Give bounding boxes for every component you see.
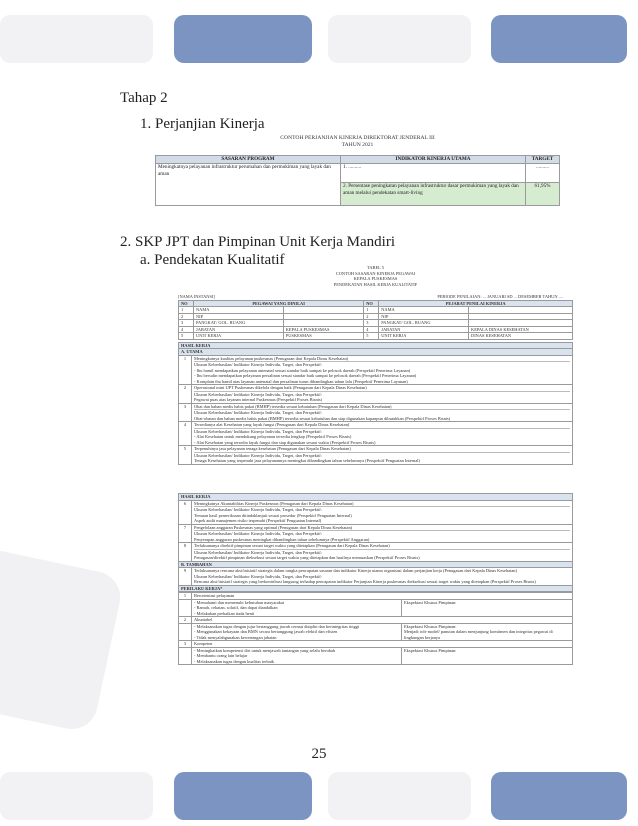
table-row [179,647,573,665]
cell-field-right: NAMA [379,307,469,314]
content-line: Aspek audit manajemen risiko terpenuhi (Perspektif Penguatan Internal) [194,518,322,523]
section-heading: Tahap 2 [120,90,168,106]
content-line: Obat dan bahan medis habis pakai (BMHP) tersedia sesuai kebutuhan (Penugasan dari Kepala Dinas Kesehatan) [194,404,570,411]
footer-tile-4 [491,772,627,820]
header-tile-4 [491,15,627,63]
cell-field-right: PANGKAT/ GOL. RUANG [379,320,469,327]
footer-tile-1 [0,772,153,820]
table-row [179,403,573,422]
content-line: Ukuran Keberhasilan/ Indikator Kinerja Individu, Target, dan Perspektif: [194,452,322,458]
table-row [179,543,573,562]
cell-field-right: NIP [379,313,469,320]
behavior-details [192,647,402,665]
ekspektasi-line: Ekspektasi Khusus Pimpinan: [404,647,457,653]
cell-target-1: .......... [526,163,560,182]
content-line: Temuan hasil pemeriksaan ditindaklanjuti sesuai prosedur (Perspektif Penguatan Internal) [194,512,352,518]
periode-label: PERIODE PENILAIAN: ... JANUARI SD ... DESEMBER TAHUN .... [437,294,563,299]
cell-content [192,446,573,465]
cell-number: 2 [179,617,192,624]
cell-value-left: PUSKESMAS [283,333,364,340]
cell-empty [179,599,192,617]
table-row [179,568,573,586]
content-line: Terpenuhinya jasa pelayanan tenaga kesehatan (Penugasan dari Kepala Dinas Kesehatan) [194,446,570,453]
header-target: TARGET [526,155,560,163]
cell-value-left: KEPALA PUSKESMAS [283,326,364,333]
cell-empty [179,623,192,641]
content-line: - Ibu bersalin mendapatkan pelayanan persalinan sesuai standar baik sampai ke pelosok daerah (Perspektif Penerima Layanan) [194,373,417,378]
cell-field-left: PANGKAT/ GOL. RUANG [194,320,284,327]
cell-number: 8 [179,543,192,562]
cell-number: 9 [179,568,192,586]
instansi-label: [NAMA INSTANSI] [178,294,215,299]
cell-content [192,422,573,446]
ekspektasi-line: Ekspektasi Khusus Pimpinan: [404,599,457,605]
cell-number: 2 [179,385,192,404]
header-indikator: INDIKATOR KINERJA UTAMA [341,155,526,163]
header-pegawai: PEGAWAI YANG DINILAI [194,300,364,307]
content-line: - Alat Kesehatan untuk mendukung pelayanan tersedia lengkap (Perspektif Proses Bisnis) [194,434,352,439]
cell-content [192,524,573,543]
tambahan-label: B. TAMBAHAN [179,561,573,568]
content-line: Meningkatnya Akuntabilitas Kinerja Puskesmas (Penugasan dari Kepala Dinas Kesehatan) [194,501,570,508]
content-line: Pengelolaan anggaran Puskesmas yang optimal (Penugasan dari Kepala Dinas Kesehatan) [194,525,570,532]
cell-empty [179,647,192,665]
content-line: Rencana aksi/inisiatif strategis yang berkontribusi langsung terhadap pencapaian indikator Perjanjian Kinerja puskesmas dieksekusi sesuai target waktu yang ditetapkan (Perspektif Proses Bisnis) [194,579,536,584]
behavior-line: - Melakukan perbaikan tiada henti [194,610,255,616]
behavior-line: - Melaksanakan tugas dengan jujur bertanggung jawab cermat disiplin dan berintegritas tinggi [194,623,360,629]
cell-content [192,543,573,562]
content-line: Ukuran Keberhasilan/ Indikator Kinerja Individu, Target, dan Perspektif: [194,428,322,434]
cell-number: 7 [179,524,192,543]
doc-year: TAHUN 2021 [341,141,374,148]
cell-field-right: UNIT KERJA [379,333,469,340]
cell-number: 1 [179,355,192,385]
ekspektasi-cell [402,623,573,641]
content-line: Terlaksananya direktif pimpinan sesuai target waktu yang ditetapkan (Penugasan dari Kepala Dinas Kesehatan) [194,543,570,550]
content-line: Tenaga Kesehatan yang terpenuhi jasa pelayanannya meningkat dibandingkan tahun sebelumnya (Perspektif Penguatan Internal) [194,458,420,463]
content-line: Operasional mini UPT Puskesmas dikelola dengan baik (Penugasan dari Kepala Dinas Kesehatan) [194,385,570,392]
behavior-details [192,599,402,617]
table-row [156,163,560,182]
behavior-line: - Menggunakan kekayaan dan BMN secara bertanggung jawab efektif dan efisien [194,629,338,634]
behavior-title: Kompeten [192,641,573,648]
perjanjian-kinerja-document [155,135,560,206]
content-line: Ukuran Keberhasilan/ Indikator Kinerja Individu, Target, dan Perspektif: [194,410,322,415]
cell-no-left: 5 [179,333,194,340]
perilaku-table [178,592,573,665]
cell-no-right: 3 [364,320,379,327]
cell-field-left: UNIT KERJA [194,333,284,340]
table-header-row [156,155,560,163]
background-shape [0,546,125,734]
table-row [179,446,573,465]
cell-content [192,500,573,524]
cell-value-right: KEPALA DINAS KESEHATAN [469,326,573,333]
page-number: 25 [311,746,327,762]
item-pendekatan: a. Pendekatan Kualitatif [140,252,285,268]
cell-number: 3 [179,403,192,422]
behavior-title: Akuntabel [192,617,573,624]
cell-content [192,403,573,422]
table-row [179,623,573,641]
cell-content [192,385,573,404]
cell-number: 3 [179,641,192,648]
skp-document-part1 [178,265,573,465]
content-line: Obat-obatan dan bahan medis habis pakai (BMHP) tersedia sesuai kebutuhan dan siap digunakan kapanpun dibutuhkan (Perspektif Proses Bisnis) [194,415,451,421]
ekspektasi-cell [402,647,573,665]
table-row [179,355,573,385]
header-no-2: NO [364,300,379,307]
cell-sasaran: Meningkatnya pelayanan infrastruktur perumahan dan permukiman yang layak dan aman [156,163,341,205]
cell-no-left: 3 [179,320,194,327]
table-row [179,422,573,446]
cell-no-right: 5 [364,333,379,340]
header-tile-3 [328,15,471,63]
content-line: Penyerapan anggaran puskesmas meningkat dibandingkan tahun sebelumnya (Perspektif Anggaran) [194,536,370,542]
table-row [179,599,573,617]
cell-no-right: 1 [364,307,379,314]
tabel-subtitle: CONTOH SASARAN KINERJA PEGAWAI [335,270,416,276]
ekspektasi-cell [402,599,573,617]
cell-indikator-1: 1. .......... [341,163,526,182]
content-line: Ukuran Keberhasilan/ Indikator Kinerja Individu, Target, dan Perspektif: [194,362,322,367]
behavior-title: Berorientasi pelayanan [192,593,573,600]
cell-number: 4 [179,422,192,446]
item-skp: 2. SKP JPT dan Pimpinan Unit Kerja Mandiri [120,234,395,250]
cell-no-left: 2 [179,313,194,320]
perjanjian-table [155,155,560,206]
ekspektasi-line: Menjadi role model/ panutan dalam menjunjung komitmen dan integritas pegawai di lingkungan kerjanya [404,629,553,640]
behavior-line: - Membantu orang lain belajar [194,653,248,658]
hasil-kerja-table [178,342,573,465]
footer-tile-2 [174,772,312,820]
content-line: Penugasan/direktif pimpinan dieksekusi sesuai target waktu yang ditetapkan dan hasilnya memuaskan (Perspektif Proses Bisnis) [194,555,420,560]
content-line: - Ibu hamil mendapatkan pelayanan antenatal sesuai standar baik sampai ke pelosok daerah (Perspektif Penerima Layanan) [194,367,411,373]
table-row [179,333,573,340]
hasil-kerja-table-2 [178,493,573,592]
content-line: - Komplain ibu hamil atas layanan antenatal dan persalinan turun dibandingkan tahun lalu (Perspektif Penerima Layanan) [194,378,408,384]
item-perjanjian-kinerja: 1. Perjanjian Kinerja [140,116,265,132]
table-row [179,524,573,543]
hasil-kerja-label-2: HASIL KERJA [179,494,573,501]
header-tile-1 [0,15,153,63]
behavior-line: - Ramah, cekatan, solutif, dan dapat diandalkan [194,605,278,610]
content-line: Pegawai puas atas layanan internal Puskesmas (Perspektif Proses Bisnis) [194,397,323,402]
ekspektasi-line: Ekspektasi Khusus Pimpinan: [404,623,457,629]
cell-no-left: 1 [179,307,194,314]
header-pejabat: PEJABAT PENILAI KINERJA [379,300,573,307]
pegawai-table [178,300,573,340]
cell-field-left: NAMA [194,307,284,314]
behavior-details [192,623,402,641]
skp-document-part2 [178,493,573,665]
header-no: NO [179,300,194,307]
behavior-line: - Melaksanakan tugas dengan kualitas terbaik [194,658,275,664]
header-tile-2 [174,15,312,63]
tabel-pendekatan: PENDEKATAN HASIL KERJA KUALITATIF [333,281,418,287]
cell-no-right: 2 [364,313,379,320]
cell-field-right: JABATAN [379,326,469,333]
cell-number: 1 [179,593,192,600]
content-line: Ukuran Keberhasilan/ Indikator Kinerja Individu, Target, dan Perspektif: [194,531,322,536]
tabel-jabatan: KEPALA PUSKESMAS [353,276,398,281]
content-line: - Alat Kesehatan yang tersedia layak fungsi dan siap digunakan sesuai waktu (Perspektif Proses Bisnis) [194,439,376,445]
cell-field-left: JABATAN [194,326,284,333]
tabel-title: TABEL 5 [367,265,384,270]
perilaku-label: PERILAKU KERJA* [179,585,573,592]
content-line: Tersedianya alat Kesehatan yang layak fungsi (Penugasan dari Kepala Dinas Kesehatan) [194,422,570,429]
behavior-line: - Meningkatkan kompetensi diri untuk menjawab tantangan yang selalu berubah [194,647,336,653]
cell-field-left: NIP [194,313,284,320]
utama-label: A. UTAMA [179,349,573,356]
behavior-line: - Tidak menyalahgunakan kewenangan jabatan [194,634,277,640]
cell-value-right: DINAS KESEHATAN [469,333,573,340]
footer-tile-3 [328,772,471,820]
cell-number: 5 [179,446,192,465]
content-line: Ukuran Keberhasilan/ Indikator Kinerja Individu, Target, dan Perspektif: [194,549,322,555]
content-line: Ukuran Keberhasilan/ Indikator Kinerja Individu, Target, dan Perspektif: [194,573,322,579]
cell-indikator-2: 2. Persentase peningkatan pelayanan infrastruktur dasar permukiman yang layak dan aman melalui pendekatan smart-living [341,182,526,205]
table-row [179,500,573,524]
behavior-line: - Memahami dan memenuhi kebutuhan masyarakat [194,599,285,605]
content-line: Ukuran Keberhasilan/ Indikator Kinerja Individu, Target, dan Perspektif: [194,391,322,397]
content-line: Meningkatnya kualitas pelayanan puskesmas (Penugasan dari Kepala Dinas Kesehatan) [194,356,570,363]
content-line: Terlaksananya rencana aksi/inisiatif strategis dalam rangka pencapaian sasaran dan indikator Kinerja utama organisasi dalam perjanjian kerja (Penugasan dari Kepala Dinas Kesehatan) [194,568,517,573]
cell-target-2: 61,95% [526,182,560,205]
hasil-kerja-label: HASIL KERJA [179,342,573,349]
table-row [179,385,573,404]
cell-no-right: 4 [364,326,379,333]
header-sasaran: SASARAN PROGRAM [156,155,341,163]
cell-content [192,568,573,586]
cell-content [192,355,573,385]
cell-no-left: 4 [179,326,194,333]
content-line: Ukuran Keberhasilan/ Indikator Kinerja Individu, Target, dan Perspektif: [194,507,322,512]
doc-title: CONTOH PERJANJIAN KINERJA DIREKTORAT JENDERAL III [280,135,435,141]
cell-number: 6 [179,500,192,524]
